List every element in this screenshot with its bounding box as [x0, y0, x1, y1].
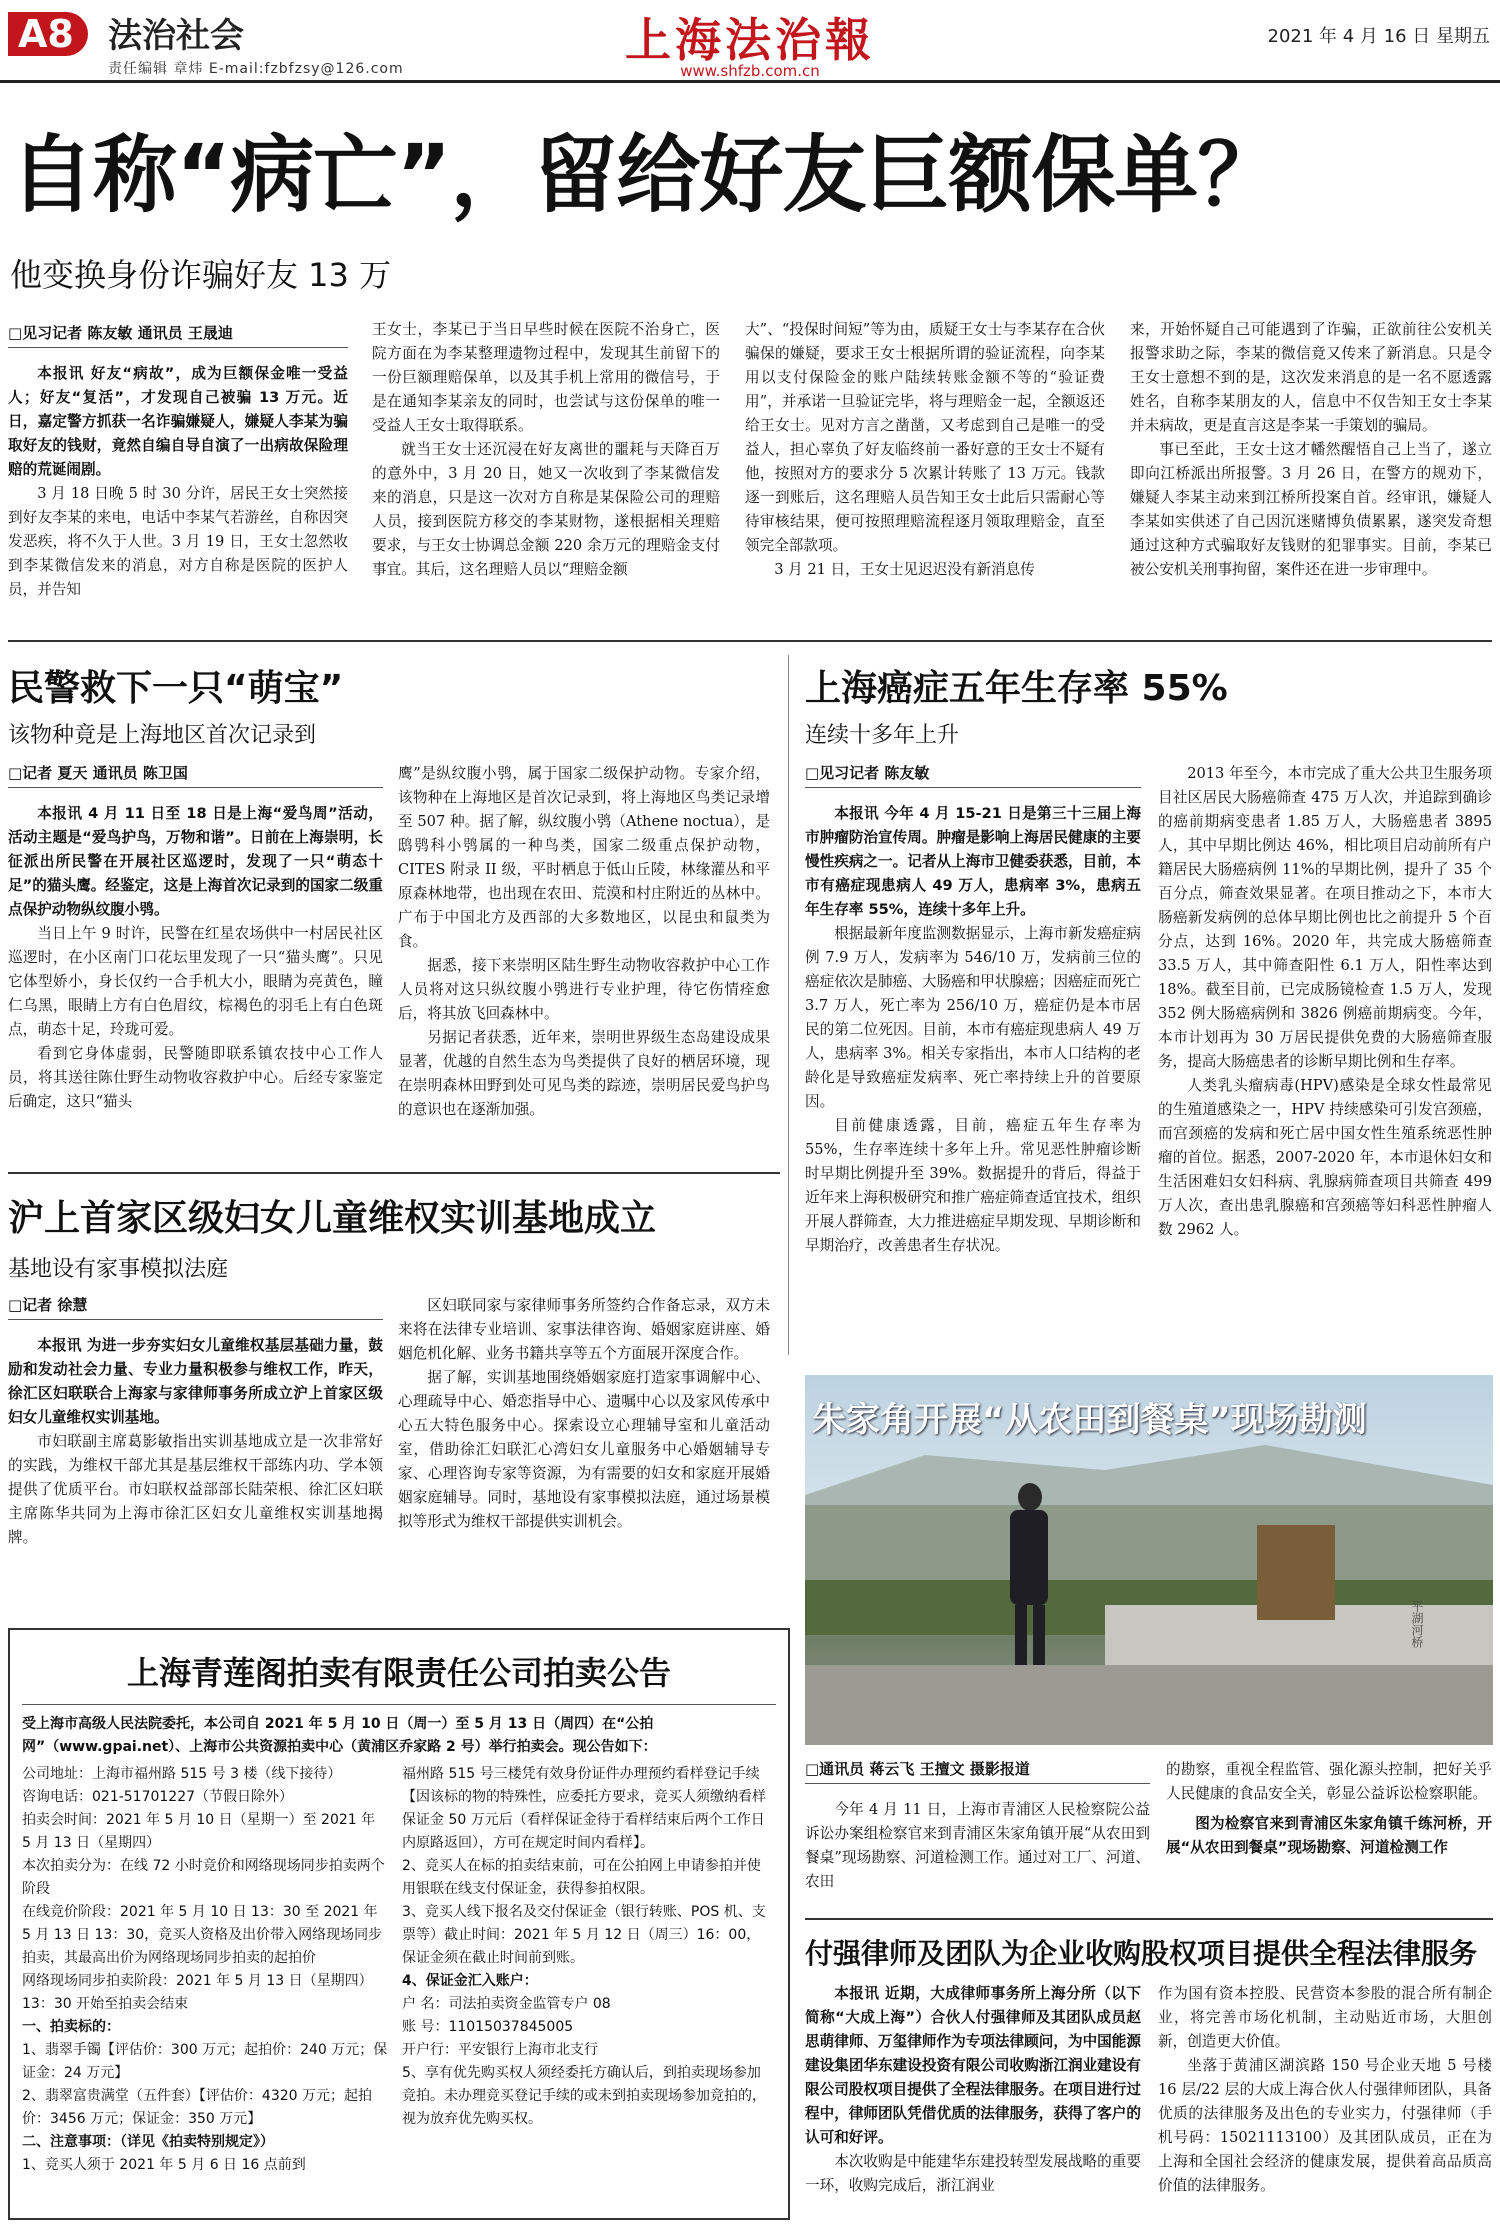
- editor-line: 责任编辑 章炜 E-mail:fzbfzsy@126.com: [108, 61, 404, 77]
- paragraph: 本报讯 今年 4 月 15-21 日是第三十三届上海市肿瘤防治宣传周。肿瘤是影响上海居民健康的主要慢性疾病之一。记者从上海市卫健委获悉，目前，本市有癌症现患病人 49 万人，患病率 3%，患病五年生存率 55%，连续十多年上升。: [805, 805, 1141, 918]
- paragraph: 王女士，李某已于当日早些时候在医院不治身亡，医院方面在为李某整理遗物过程中，发现其生前留下的一份巨额理赔保单，以及其手机上常用的微信号，于是在通知李某亲友的同时，也尝试与这份保单的唯一受益人王女士取得联系。: [372, 321, 720, 434]
- cancer-headline: 上海癌症五年生存率 55%: [805, 668, 1228, 709]
- masthead-url: www.shfzb.com.cn: [680, 62, 820, 80]
- lawyer-headline: 付强律师及团队为企业收购股权项目提供全程法律服务: [805, 1937, 1478, 1970]
- cancer-column-2: [1158, 762, 1492, 1242]
- roof-line: [805, 1445, 1493, 1505]
- lawyer-column-2: [1158, 1982, 1492, 2198]
- paragraph: 人类乳头瘤病毒(HPV)感染是全球女性最常见的生殖道感染之一，HPV 持续感染可引发宫颈癌，而宫颈癌的发病和死亡居中国女性生殖系统恶性肿瘤的首位。据悉，2007-2020 年，本市退休妇女和生活困难妇女妇科病、乳腺病筛查项目共筛查 499 万人次，查出患乳腺癌和宫颈癌等妇科恶性肿瘤人数 2962 人。: [1158, 1077, 1492, 1238]
- paragraph: 本报讯 好友“病故”，成为巨额保金唯一受益人；好友“复活”，才发现自己被骗 13 万元。近日，嘉定警方抓获一名诈骗嫌疑人，嫌疑人李某为骗取好友的钱财，竟然自编自导自演了一出病故保险理赔的荒诞闹剧。: [8, 365, 348, 478]
- auction-line: 开户行：平安银行上海市北支行: [402, 2042, 598, 2058]
- section-number-badge: A8: [0, 8, 100, 60]
- paragraph: 就当王女士还沉浸在好友离世的噩耗与天降百万的意外中，3 月 20 日，她又一次收到了李某微信发来的消息，只是这一次对方自称是某保险公司的理赔人员，接到医院方移交的李某财物，遂根据相关理赔要求，与王女士协调总金额 220 余万元的理赔金支付事宜。其后，这名理赔人员以“理赔金额: [372, 441, 720, 578]
- plaque: [1257, 1525, 1335, 1620]
- lead-column-1: [8, 362, 348, 602]
- paragraph: 来，开始怀疑自己可能遇到了诈骗，正欲前往公安机关报警求助之际，李某的微信竟又传来了新消息。只是令王女士意想不到的是，这次发来消息的是一名不愿透露姓名，自称李某朋友的人，信息中不仅告知王女士李某并未病故，更是直言这是李某一手策划的骗局。: [1130, 321, 1492, 434]
- column-rule: [788, 655, 789, 1355]
- lead-column-2: [372, 318, 720, 582]
- section-divider: [805, 1918, 1493, 1920]
- auction-title: 上海青莲阁拍卖有限责任公司拍卖公告: [22, 1640, 776, 1705]
- auction-line: 拍卖会时间：2021 年 5 月 10 日（星期一）至 2021 年 5 月 13 日（星期四）: [22, 1812, 376, 1851]
- lead-headline: 自称“病亡”，留给好友巨额保单？: [10, 126, 1281, 224]
- auction-line: 户 名：司法拍卖资金监管专户 08: [402, 1996, 611, 2012]
- paragraph: 市妇联副主席葛影敏指出实训基地成立是一次非常好的实践，为维权干部尤其是基层维权干部练内功、学本领提供了优质平台。市妇联权益部部长陆荣根、徐汇区妇联主席陈华共同为上海市徐汇区妇女儿童维权实训基地揭牌。: [8, 1433, 383, 1546]
- auction-line: 2、竞买人在标的拍卖结束前，可在公拍网上申请参拍并使用银联在线支付保证金，获得参拍权限。: [402, 1858, 761, 1897]
- auction-line: 4、保证金汇入账户：: [402, 1973, 538, 1989]
- auction-line: 咨询电话：021-51701227（节假日除外）: [22, 1789, 294, 1805]
- section-divider: [8, 1172, 780, 1174]
- section-divider: [8, 640, 1492, 642]
- paragraph: 坐落于黄浦区湖滨路 150 号企业天地 5 号楼 16 层/22 层的大成上海合伙人付强律师团队，具备优质的法律服务及出色的专业实力，付强律师（手机号码：15021113100）及其团队成员，正在为上海和全国社会经济的健康发展，提供着高品质高价值的法律服务。: [1158, 2057, 1492, 2194]
- photo-story-column-2: [1166, 1758, 1492, 1860]
- header-rule: [0, 80, 1500, 83]
- paragraph: 的勘察，重视全程监管、强化源头控制，把好关乎人民健康的食品安全关，彰显公益诉讼检察职能。: [1166, 1761, 1492, 1802]
- auction-line: 在线竞价阶段：2021 年 5 月 10 日 13：30 至 2021 年 5 月 13 日 13：30，竞买人资格及出价带入网络现场同步拍卖，其最高出价为网络现场同步拍卖的起拍价: [22, 1904, 383, 1966]
- bridge-deck: [805, 1665, 1493, 1745]
- paragraph: 大”、“投保时间短”等为由，质疑王女士与李某存在合伙骗保的嫌疑，要求王女士根据所谓的验证流程，向李某用以支付保险金的账户陆续转账金额不等的“验证费用”，并承诺一旦验证完毕，将与理赔金一起，全额返还给王女士。见对方言之凿凿，又考虑到自己是唯一的受益人，担心辜负了好友临终前一番好意的王女士不疑有他，按照对方的要求分 5 次累计转账了 13 万元。钱款逐一到账后，这名理赔人员告知王女士此后只需耐心等待审核结果，便可按照理赔流程逐月领取理赔金，直至领完全部款项。: [745, 321, 1105, 554]
- women-column-1: [8, 1334, 383, 1550]
- paragraph: 当日上午 9 时许，民警在红星农场供中一村居民社区巡逻时，在小区南门口花坛里发现了一只“猫头鹰”。只见它体型娇小，身长仅约一合手机大小，眼睛为亮黄色，瞳仁乌黑，眼睛上方有白色眉纹，棕褐色的羽毛上有白色斑点，萌态十足，玲珑可爱。: [8, 925, 383, 1038]
- lead-subheadline: 他变换身份诈骗好友 13 万: [10, 256, 392, 294]
- auction-line: 网络现场同步拍卖阶段：2021 年 5 月 13 日（星期四）13：30 开始至拍卖会结束: [22, 1973, 373, 2012]
- paragraph: 看到它身体虚弱，民警随即联系镇农技中心工作人员，将其送往陈仕野生动物收容救护中心。后经专家鉴定后确定，这只“猫头: [8, 1045, 383, 1110]
- women-byline: □记者 徐慧: [8, 1294, 383, 1320]
- women-subheadline: 基地设有家事模拟法庭: [8, 1257, 229, 1282]
- paragraph: 根据最新年度监测数据显示，上海市新发癌症病例 7.9 万人，发病率为 546/10 万，发病前三位的癌症依次是肺癌、大肠癌和甲状腺癌；因癌症而死亡 3.7 万人，死亡率为 256/10 万，癌症仍是本市居民的第二位死因。目前，本市有癌症现患病人 49 万人，患病率 3%。相关专家指出，本市人口结构的老龄化是导致癌症发病率、死亡率持续上升的首要原因。: [805, 925, 1141, 1110]
- auction-line: 5、享有优先购买权人须经委托方确认后，到拍卖现场参加竞拍。未办理竞买登记手续的或未到拍卖现场参加竞拍的，视为放弃优先购买权。: [402, 2065, 766, 2127]
- issue-date: 2021 年 4 月 16 日 星期五: [1267, 26, 1490, 47]
- women-column-2: [398, 1294, 770, 1534]
- paragraph: 2013 年至今，本市完成了重大公共卫生服务项目社区居民大肠癌筛查 475 万人次，并追踪到确诊的癌前期病变患者 1.85 万人，大肠癌患者 3895 人，其中早期比例达 46%，相比项目启动前所有户籍居民大肠癌病例 11%的早期比例，提升了 35 个百分点，筛查效果显著。在项目推动之下，本市大肠癌新发病例的总体早期比例也比之前提升 5 个百分点，达到 16%。2020 年，共完成大肠癌筛查 33.5 万人，其中筛查阳性 6.1 万人，阳性率达到 18%。截至目前，已完成肠镜检查 1.5 万人，发现 352 例大肠癌病例和 3826 例癌前期病变。今年，本市计划再为 30 万居民提供免费的大肠癌筛查服务，提高大肠癌患者的诊断早期比例和生存率。: [1158, 765, 1492, 1070]
- auction-line: 公司地址：上海市福州路 515 号 3 楼（线下接待）: [22, 1766, 342, 1782]
- paragraph: 目前健康透露，目前，癌症五年生存率为 55%，生存率连续十多年上升。常见恶性肿瘤诊断时早期比例提升至 39%。数据提升的背后，得益于近年来上海积极研究和推广癌症筛查适宜技术，组织开展人群筛查，大力推进癌症早期发现、早期诊断和早期治疗，改善患者生存状况。: [805, 1117, 1141, 1254]
- auction-line: 二、注意事项：（详见《拍卖特别规定》）: [22, 2134, 274, 2150]
- paragraph: 事已至此，王女士这才幡然醒悟自己上当了，遂立即向江桥派出所报警。3 月 26 日，在警方的规劝下，嫌疑人李某主动来到江桥所投案自首。经审讯，嫌疑人李某如实供述了自己因沉迷赌博负债累累，遂突发奇想通过这种方式骗取好友钱财的犯罪事实。目前，李某已被公安机关刑事拘留，案件还在进一步审理中。: [1130, 441, 1492, 578]
- auction-intro: 受上海市高级人民法院委托，本公司自 2021 年 5 月 10 日（周一）至 5 月 13 日（周四）在“公拍网”（www.gpai.net）、上海市公共资源拍卖中心（黄浦区乔家路 2 号）举行拍卖会。现公告如下：: [22, 1716, 657, 1755]
- paragraph: 据悉，接下来崇明区陆生野生动物收容救护中心工作人员将对这只纵纹腹小鸮进行专业护理，待它伤情痊愈后，将其放飞回森林中。: [398, 957, 770, 1022]
- auction-line: 账 号：11015037845005: [402, 2019, 574, 2035]
- photo-caption: 图为检察官来到青浦区朱家角镇千练河桥，开展“从农田到餐桌”现场勘察、河道检测工作: [1166, 1815, 1492, 1856]
- paragraph: 本报讯 近期，大成律师事务所上海分所（以下简称“大成上海”）合伙人付强律师及其团队成员赵思萌律师、万玺律师作为专项法律顾问，为中国能源建设集团华东建设投资有限公司收购浙江润业建设有限公司股权项目提供了全程法律服务。在项目进行过程中，律师团队凭借优质的法律服务，获得了客户的认可和好评。: [805, 1985, 1141, 2146]
- paragraph: 本次收购是中能建华东建投转型发展战略的重要一环，收购完成后，浙江润业: [805, 2153, 1141, 2194]
- bird-headline: 民警救下一只“萌宝”: [8, 668, 344, 709]
- lawyer-column-1: [805, 1982, 1141, 2198]
- greenhouse-structure: [805, 1495, 1493, 1585]
- auction-line: 1、翡翠手镯【评估价：300 万元；起拍价：240 万元；保证金：24 万元】: [22, 2042, 388, 2081]
- paragraph: 3 月 18 日晚 5 时 30 分许，居民王女士突然接到好友李某的来电，电话中李某气若游丝，自称因突发恶疾，将不久于人世。3 月 19 日，王女士忽然收到李某微信发来的消息，对方自称是医院的医护人员，并告知: [8, 485, 348, 598]
- photo-byline: □通讯员 蒋云飞 王擅文 摄影报道: [805, 1758, 1150, 1784]
- lead-column-3: [745, 318, 1105, 582]
- auction-line: 福州路 515 号三楼凭有效身份证件办理预约看样登记手续【因该标的物的特殊性，应委托方要求，竞买人须缴纳看样保证金 50 万元后（看样保证金待于看样结束后两个工作日内原路返回），方可在规定时间内看样】。: [402, 1766, 766, 1851]
- women-headline: 沪上首家区级妇女儿童维权实训基地成立: [8, 1198, 657, 1239]
- paragraph: 据了解，实训基地围绕婚姻家庭打造家事调解中心、心理疏导中心、婚恋指导中心、遗嘱中心以及家风传承中心五大特色服务中心。探索设立心理辅导室和儿童活动室，借助徐汇妇联汇心湾妇女儿童服务中心婚姻辅导专家、心理咨询专家等资源，为有需要的妇女和家庭开展婚姻家庭辅导。同时，基地设有家事模拟法庭，通过场景模拟等形式为维权干部提供实训机会。: [398, 1369, 770, 1530]
- auction-line: 3、竞买人线下报名及交付保证金（银行转账、POS 机、支票等）截止时间：2021 年 5 月 12 日（周三）16：00，保证金须在截止时间前到账。: [402, 1904, 766, 1966]
- paragraph: 鹰”是纵纹腹小鸮，属于国家二级保护动物。专家介绍，该物种在上海地区是首次记录到，将上海地区鸟类记录增至 507 种。据了解，纵纹腹小鸮（Athene noctua），是鸱鸮科小鸮属的一种鸟类，国家二级重点保护动物，CITES 附录 II 级，平时栖息于低山丘陵，林缘灌丛和平原森林地带，也出现在农田、荒漠和村庄附近的丛林中。广布于中国北方及西部的大多数地区，以昆虫和鼠类为食。: [398, 765, 770, 950]
- auction-column-2: [402, 1763, 772, 2177]
- auction-column-1: [22, 1763, 388, 2177]
- cancer-subheadline: 连续十多年上升: [805, 723, 960, 748]
- paragraph: 今年 4 月 11 日，上海市青浦区人民检察院公益诉讼办案组检察官来到青浦区朱家角镇开展“从农田到餐桌”现场勘察、河道检测工作。通过对工厂、河道、农田: [805, 1801, 1150, 1890]
- paragraph: 另据记者获悉，近年来，崇明世界级生态岛建设成果显著，优越的自然生态为鸟类提供了良好的栖居环境，现在崇明森林田野到处可见鸟类的踪迹，崇明居民爱鸟护鸟的意识也在逐渐加强。: [398, 1029, 770, 1118]
- paragraph: 3 月 21 日，王女士见迟迟没有新消息传: [774, 561, 1035, 578]
- auction-line: 一、拍卖标的：: [22, 2019, 120, 2035]
- cancer-byline: □见习记者 陈友敏: [805, 762, 1141, 788]
- bird-subheadline: 该物种竟是上海地区首次记录到: [8, 723, 317, 748]
- photo-story-column-1: [805, 1798, 1150, 1894]
- paragraph: 作为国有资本控股、民营资本参股的混合所有制企业，将完善市场化机制，主动贴近市场，大胆创新，创造更大价值。: [1158, 1985, 1492, 2050]
- bird-column-1: [8, 802, 383, 1114]
- bird-column-2: [398, 762, 770, 1122]
- paragraph: 本报讯 为进一步夯实妇女儿童维权基层基础力量，鼓励和发动社会力量、专业力量积极参与维权工作，昨天，徐汇区妇联联合上海家与家律师事务所成立沪上首家区级妇女儿童维权实训基地。: [8, 1337, 383, 1426]
- bird-byline: □记者 夏天 通讯员 陈卫国: [8, 762, 383, 788]
- lead-byline: □见习记者 陈友敏 通讯员 王晟迪: [8, 322, 348, 348]
- paragraph: 本报讯 4 月 11 日至 18 日是上海“爱鸟周”活动，活动主题是“爱鸟护鸟，万物和谐”。日前在上海崇明，长征派出所民警在开展社区巡逻时，发现了一只“萌态十足”的猫头鹰。经鉴定，这是上海首次记录到的国家二级重点保护动物纵纹腹小鸮。: [8, 805, 383, 918]
- bridge-sign: 平湖河桥: [1410, 1600, 1424, 1648]
- photo-headline: 朱家角开展“从农田到餐桌”现场勘测: [812, 1400, 1367, 1440]
- section-name: 法治社会: [108, 16, 244, 56]
- auction-line: 2、翡翠富贵满堂（五件套）【评估价：4320 万元；起拍价：3456 万元；保证金：350 万元】: [22, 2088, 372, 2127]
- auction-line: 1、竞买人须于 2021 年 5 月 6 日 16 点前到: [22, 2157, 306, 2173]
- auction-notice-box: [8, 1628, 790, 2220]
- cancer-column-1: [805, 802, 1141, 1258]
- paragraph: 区妇联同家与家律师事务所签约合作备忘录，双方未来将在法律专业培训、家事法律咨询、婚姻家庭讲座、婚姻危机化解、业务书籍共享等五个方面展开深度合作。: [398, 1297, 770, 1362]
- lead-column-4: [1130, 318, 1492, 582]
- auction-line: 本次拍卖分为：在线 72 小时竞价和网络现场同步拍卖两个阶段: [22, 1858, 385, 1897]
- masthead-logo: 上海法治報: [625, 13, 875, 67]
